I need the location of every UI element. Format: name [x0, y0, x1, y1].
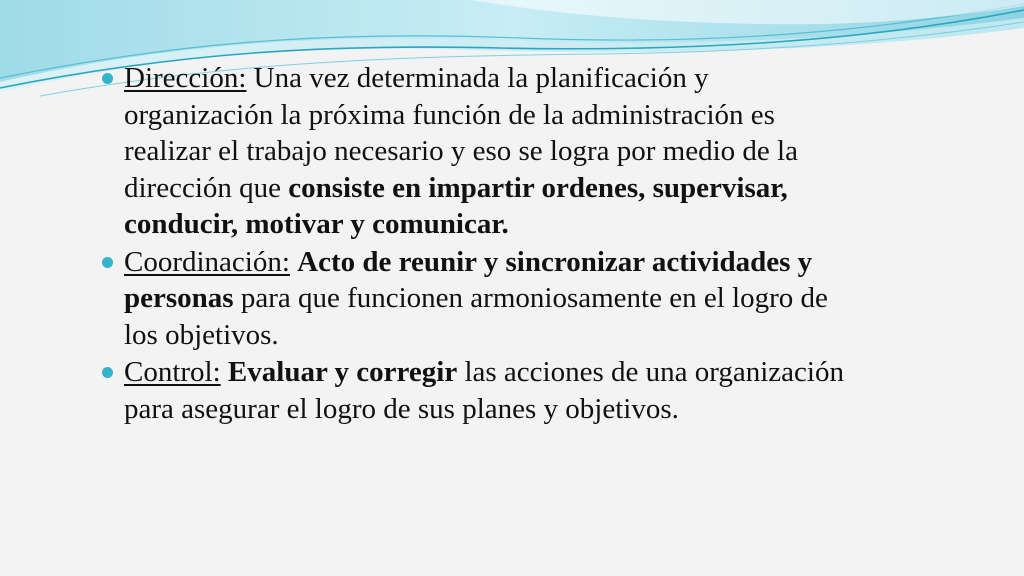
bullet-control — [100, 354, 860, 427]
bullet-direccion — [100, 60, 860, 243]
bullet-bold-text: Acto de reunir y sincronizar actividades y personas — [124, 245, 813, 314]
bullet-coordinacion — [100, 244, 860, 354]
bullet-dot-icon — [102, 73, 113, 84]
term-coordinacion: Coordinación: — [124, 245, 290, 278]
bullet-text — [221, 356, 228, 388]
bullet-text: Una vez determinada la planificación y organización la próxima función de la administración es realizar el trabajo necesario y eso se logra por medio de la dirección que — [124, 62, 798, 204]
term-control: Control: — [124, 356, 221, 388]
bullet-list — [100, 60, 860, 428]
bullet-text-after: para que funcionen armoniosamente en el logro de los objetivos. — [124, 282, 828, 351]
bullet-dot-icon — [102, 367, 113, 378]
bullet-bold-text: Evaluar y corregir — [227, 356, 458, 388]
bullet-bold-text: consiste en impartir ordenes, supervisar, conducir, motivar y comunicar. — [124, 171, 788, 240]
bullet-dot-icon — [102, 257, 113, 268]
term-direccion: Dirección: — [124, 62, 247, 94]
bullet-text-after: las acciones de una organización para asegurar el logro de sus planes y objetivos. — [124, 356, 844, 425]
